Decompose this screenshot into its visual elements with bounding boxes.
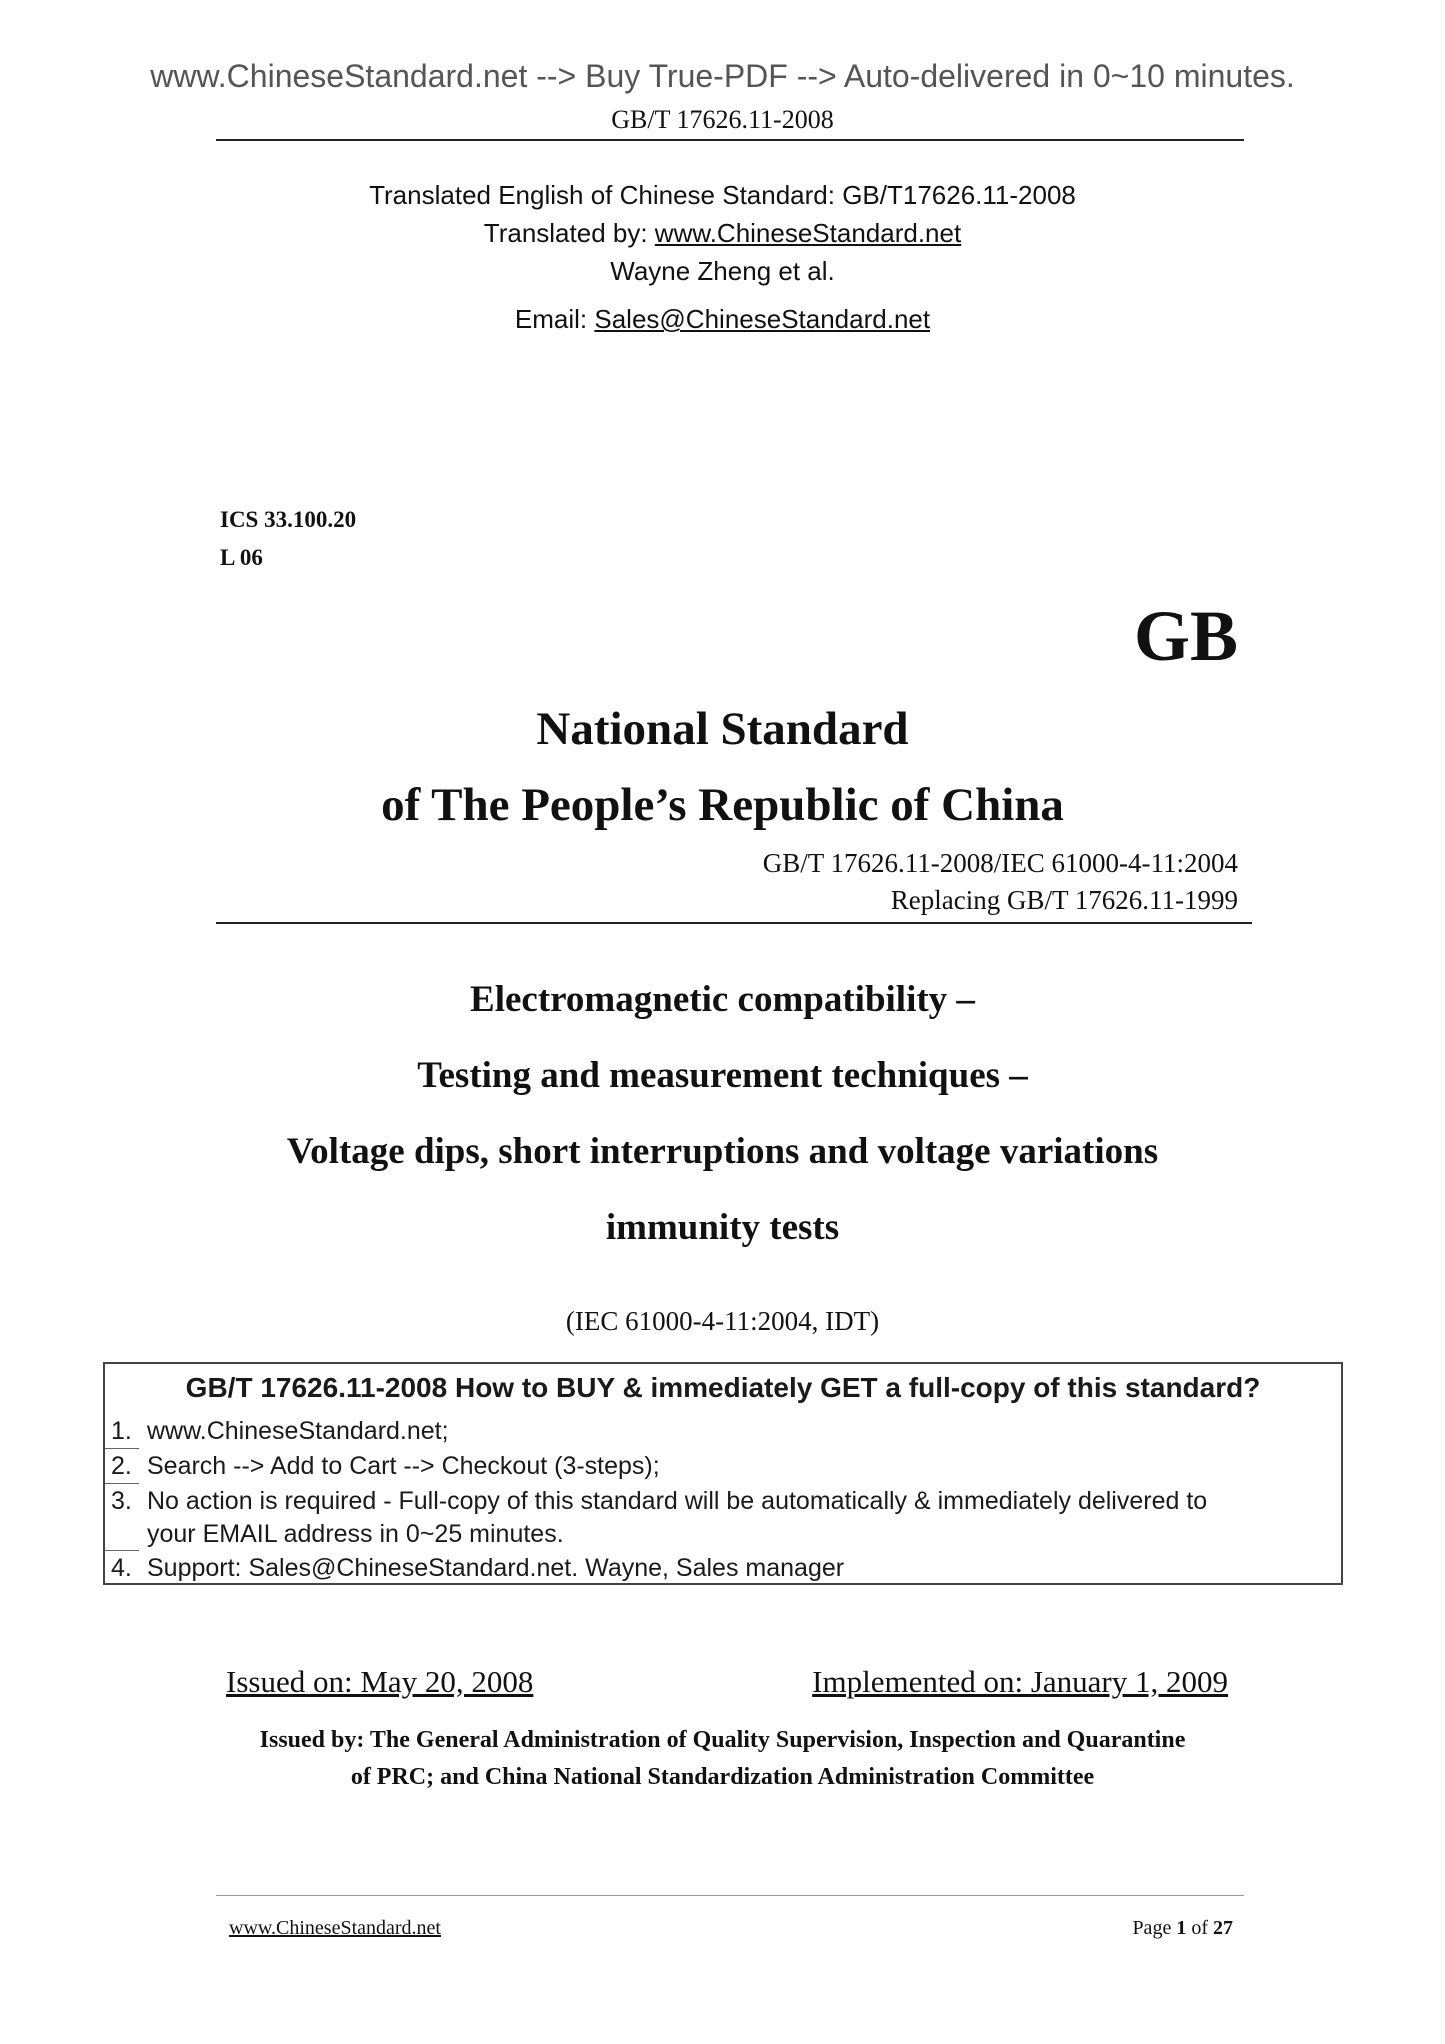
step-number: 1.	[111, 1417, 132, 1445]
implemented-date: Implemented on: January 1, 2009	[812, 1664, 1228, 1699]
step-divider	[105, 1483, 139, 1484]
purchase-info-box	[103, 1362, 1343, 1585]
translator-site-link[interactable]: www.ChineseStandard.net	[654, 218, 962, 248]
replacing-standard: Replacing GB/T 17626.11-1999	[890, 885, 1238, 915]
standard-number: GB/T 17626.11-2008/IEC 61000-4-11:2004	[762, 848, 1238, 878]
step-text: Search --> Add to Cart --> Checkout (3-steps);	[147, 1452, 660, 1480]
purchase-step	[111, 1417, 449, 1446]
ccs-code: L 06	[220, 545, 263, 570]
page-current: 1	[1176, 1917, 1187, 1939]
document-title-line: Testing and measurement techniques –	[417, 1055, 1028, 1096]
page-of: of	[1186, 1917, 1213, 1939]
iec-reference: (IEC 61000-4-11:2004, IDT)	[565, 1306, 880, 1336]
purchase-step	[111, 1452, 660, 1481]
footer-divider	[216, 1895, 1244, 1896]
gb-mark: GB	[1133, 596, 1238, 676]
step-divider	[105, 1448, 139, 1449]
standard-divider	[216, 922, 1252, 924]
translator-email	[0, 304, 1445, 335]
step-text: Support: Sales@ChineseStandard.net. Wayne, Sales manager	[147, 1554, 845, 1582]
page-number	[1132, 1917, 1233, 1940]
purchase-step	[111, 1554, 844, 1583]
document-title-line: Voltage dips, short interruptions and voltage variations	[286, 1131, 1159, 1172]
translator-names: Wayne Zheng et al.	[610, 256, 835, 286]
document-title-line: Electromagnetic compatibility –	[470, 979, 975, 1020]
page-label: Page	[1132, 1917, 1177, 1939]
translation-title: Translated English of Chinese Standard: GB/T17626.11-2008	[369, 180, 1076, 210]
email-label: Email:	[514, 304, 595, 334]
email-link[interactable]: Sales@ChineseStandard.net	[594, 304, 931, 334]
step-number: 4.	[111, 1554, 132, 1582]
purchase-step-continued: your EMAIL address in 0~25 minutes.	[147, 1520, 564, 1548]
national-standard-title: National Standard	[536, 703, 909, 755]
step-text: No action is required - Full-copy of this standard will be automatically & immediately delivered to	[147, 1487, 1208, 1515]
republic-title: of The People’s Republic of China	[381, 779, 1064, 831]
page-total: 27	[1213, 1917, 1233, 1939]
ics-code: ICS 33.100.20	[220, 507, 357, 532]
header-standard-code: GB/T 17626.11-2008	[611, 105, 834, 134]
header-divider	[216, 139, 1244, 141]
document-title-line: immunity tests	[605, 1207, 840, 1248]
purchase-box-title: GB/T 17626.11-2008 How to BUY & immediately GET a full-copy of this standard?	[185, 1372, 1261, 1403]
step-number: 3.	[111, 1487, 132, 1515]
translated-by-label: Translated by:	[483, 218, 655, 248]
purchase-step	[111, 1487, 1207, 1516]
top-banner: www.ChineseStandard.net --> Buy True-PDF --> Auto-delivered in 0~10 minutes.	[150, 58, 1295, 94]
step-number: 2.	[111, 1452, 132, 1480]
footer-site-link[interactable]: www.ChineseStandard.net	[229, 1917, 441, 1939]
issued-date: Issued on: May 20, 2008	[226, 1664, 534, 1699]
issuer-line: Issued by: The General Administration of Quality Supervision, Inspection and Quarantine	[259, 1727, 1186, 1753]
step-text[interactable]: www.ChineseStandard.net;	[147, 1417, 449, 1445]
translated-by	[0, 218, 1445, 249]
issuer-line: of PRC; and China National Standardization Administration Committee	[350, 1764, 1095, 1790]
step-divider	[105, 1550, 139, 1551]
